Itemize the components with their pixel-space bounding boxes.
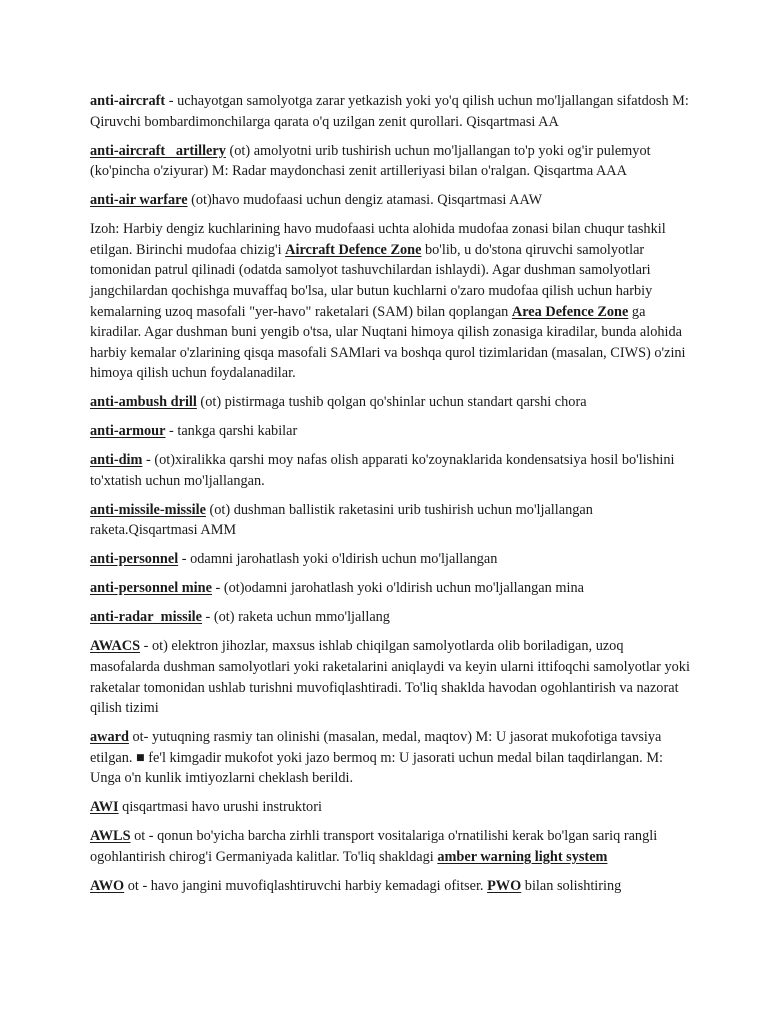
entry-definition-text: (ot) amolyotni urib tushirish uchun mo'ljallangan to'p yoki og'ir pulemyot (ko'pincha o'ziyurar) M: Radar maydonchasi zenit artilleriyasi bilan o'ralgan. Qisqartma AAA — [90, 142, 651, 180]
entry-term: AWACS — [90, 638, 141, 655]
entry-term: anti-personnel — [90, 551, 179, 568]
glossary-entry — [90, 91, 690, 132]
entry-definition-text: (ot) pistirmaga tushib qolgan qo'shinlar uchun standart qarshi chora — [196, 394, 587, 411]
glossary-entry — [90, 578, 690, 599]
cross-reference: Aircraft Defence Zone — [285, 241, 422, 258]
entry-definition-text: - ot) elektron jihozlar, maxsus ishlab chiqilgan samolyotlarda olib boriladigan, uzoq masofalarda dushman samolyotlari yoki raketalarini aniqlaydi va keyin ularni ittifoqchi samolyotlar yoki raketalar tomonidan ushlab turishni muvofiqlashtiradi. To'liq shaklda havodan ogohlantirish va nazorat qilish tizimi — [90, 638, 690, 717]
entry-definition-text: (ot) dushman ballistik raketasini urib tushirish uchun mo'ljallangan raketa.Qisqartmasi AMM — [90, 501, 593, 539]
entry-definition-text: qisqartmasi havo urushi instruktori — [118, 799, 322, 816]
entry-term: AWLS — [90, 828, 131, 845]
entry-term: anti-personnel mine — [90, 580, 212, 597]
entry-term: anti-ambush drill — [90, 394, 197, 411]
entry-term: anti-radar missile — [90, 609, 202, 626]
entry-term: anti-aircraft artillery — [90, 142, 226, 159]
entry-definition-text: Izoh: Harbiy dengiz kuchlarining havo mudofaasi uchta alohida mudofaa zonasi bilan chuqur tashkil etilgan. Birinchi mudofaa chizig'i — [90, 221, 666, 258]
glossary-entry — [90, 219, 690, 384]
entry-term: anti-dim — [90, 452, 143, 469]
entry-definition-text: ot - havo jangini muvofiqlashtiruvchi harbiy kemadagi ofitser. — [124, 877, 488, 894]
glossary-entry — [90, 500, 690, 541]
entry-term: anti-missile-missile — [90, 501, 206, 518]
glossary-entry — [90, 392, 690, 413]
glossary-entry — [90, 450, 690, 491]
entry-definition-text: - tankga qarshi kabilar — [165, 423, 298, 440]
glossary-entries — [90, 91, 690, 896]
cross-reference: Area Defence Zone — [511, 303, 629, 320]
entry-term: anti-armour — [90, 423, 166, 440]
entry-definition-text: bilan solishtiring — [521, 877, 622, 894]
glossary-entry — [90, 549, 690, 570]
entry-term: AWI — [90, 799, 119, 816]
entry-term: anti-aircraft — [90, 93, 166, 109]
entry-definition-text: ot - qonun bo'yicha barcha zirhli transport vositalariga o'rnatilishi kerak bo'lgan sariq rangli ogohlantirish chirog'i Germaniyada kalitlar. To'liq shakldagi — [90, 828, 658, 865]
entry-term: anti-air warfare — [90, 192, 188, 209]
entry-term: AWO — [90, 877, 125, 894]
entry-definition-text: ot- yutuqning rasmiy tan olinishi (masalan, medal, maqtov) M: U jasorat mukofotiga tavsiya etilgan. ■ fe'l kimgadir mukofot yoki jazo bermoq m: U jasorati uchun medal bilan taqdirlangan. M: Unga o'n kunlik imtiyozlarni cheklash berildi. — [90, 729, 664, 787]
entry-definition-text: - (ot)xiralikka qarshi moy nafas olish apparati ko'zoynaklarida kondensatsiya hosil bo'lishini to'xtatish uchun mo'ljallangan. — [90, 452, 675, 489]
entry-definition-text: - (ot) raketa uchun mmo'ljallang — [201, 609, 390, 626]
glossary-entry — [90, 826, 690, 867]
entry-term: award — [90, 729, 129, 746]
glossary-entry — [90, 141, 690, 182]
entry-definition-text: (ot)havo mudofaasi uchun dengiz atamasi. Qisqartmasi AAW — [187, 192, 543, 209]
glossary-entry — [90, 797, 690, 818]
document-page — [90, 91, 690, 905]
cross-reference: PWO — [487, 877, 522, 894]
entry-definition-text: - uchayotgan samolyotga zarar yetkazish yoki yo'q qilish uchun mo'ljallangan sifatdosh M: Qiruvchi bombardimonchilarga qarata o'q uzilgan zenit qurollari. Qisqartmasi AA — [90, 93, 689, 130]
entry-definition-text: - odamni jarohatlash yoki o'ldirish uchun mo'ljallangan — [178, 551, 498, 568]
glossary-entry — [90, 727, 690, 789]
glossary-entry — [90, 607, 690, 628]
glossary-entry — [90, 876, 690, 897]
entry-definition-text: - (ot)odamni jarohatlash yoki o'ldirish uchun mo'ljallangan mina — [211, 580, 584, 597]
entry-definition-text: bo'lib, u do'stona qiruvchi samolyotlar tomonidan patrul qilinadi (odatda samolyot tashuvchilardan ishlaydi). Agar dushman samolyotlari jangchilardan qochishga muvaffaq bo'lsa, ular butun kuchlarni o'zaro mudofaa qilish uchun harbiy kemalarning uzoq masofali "yer-havo" raketalari (SAM) bilan qoplangan — [90, 241, 653, 320]
glossary-entry — [90, 636, 690, 718]
entry-definition-text: ga kiradilar. Agar dushman buni yengib o'tsa, ular Nuqtani himoya qilish zonasiga kiradilar, bunda alohida harbiy kemalar o'zlarining qisqa masofali SAMlari va boshqa qurol tizimlaridan (masalan, CIWS) o'zini himoya qilish uchun foydalanadilar. — [90, 303, 686, 382]
cross-reference: amber warning light system — [437, 848, 608, 865]
glossary-entry — [90, 421, 690, 442]
glossary-entry — [90, 190, 690, 211]
